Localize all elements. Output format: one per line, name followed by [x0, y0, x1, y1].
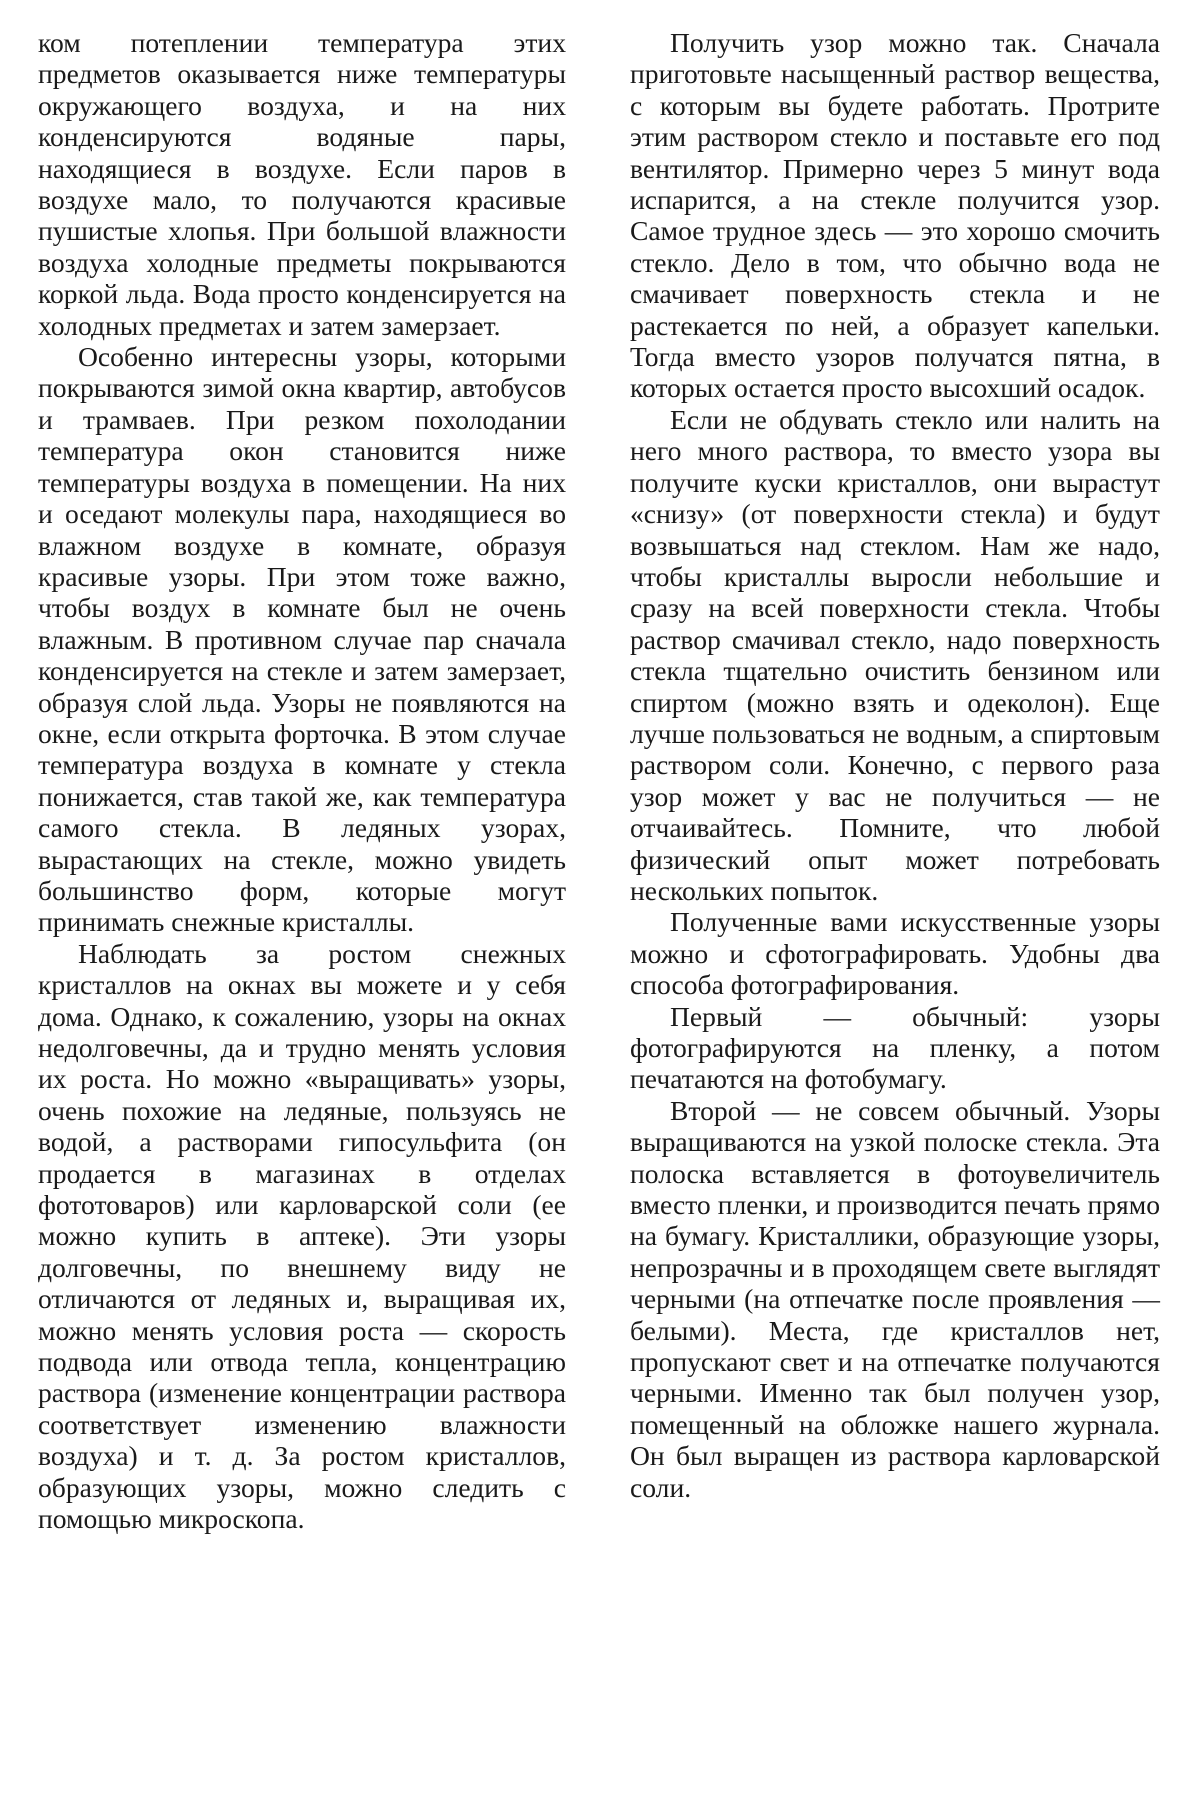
paragraph: Полученные вами искусственные узоры можно и сфотографировать. Удобны два способа фотографирования.	[630, 906, 1160, 1001]
left-text-column	[38, 27, 566, 1535]
paragraph: Особенно интересны узоры, которыми покрываются зимой окна квартир, автобусов и трамваев. При резком похолодании температура окон становится ниже температуры воздуха в помещении. На них и оседают молекулы пара, находящиеся во влажном воздухе в комнате, образуя красивые узоры. При этом тоже важно, чтобы воздух в комнате был не очень влажным. В противном случае пар сначала конденсируется на стекле и затем замерзает, образуя слой льда. Узоры не появляются на окне, если открыта форточка. В этом случае температура воздуха в комнате у стекла понижается, став такой же, как температура самого стекла. В ледяных узорах, вырастающих на стекле, можно увидеть большинство форм, которые могут принимать снежные кристаллы.	[38, 341, 566, 938]
paragraph: Второй — не совсем обычный. Узоры выращиваются на узкой полоске стекла. Эта полоска вставляется в фотоувеличитель вместо пленки, и производится печать прямо на бумагу. Кристаллики, образующие узоры, непрозрачны и в проходящем свете выглядят черными (на отпечатке после проявления — белыми). Места, где кристаллов нет, пропускают свет и на отпечатке получаются черными. Именно так был получен узор, помещенный на обложке нашего журнала. Он был выращен из раствора карловарской соли.	[630, 1094, 1160, 1503]
paragraph: Получить узор можно так. Сначала приготовьте насыщенный раствор вещества, с которым вы будете работать. Протрите этим раствором стекло и поставьте его под вентилятор. Примерно через 5 минут вода испарится, а на стекле получится узор. Самое трудное здесь — это хорошо смочить стекло. Дело в том, что обычно вода не смачивает поверхность стекла и не растекается по ней, а образует капельки. Тогда вместо узоров получатся пятна, в которых остается просто высохший осадок.	[630, 27, 1160, 404]
paragraph: Если не обдувать стекло или налить на него много раствора, то вместо узора вы получите куски кристаллов, они вырастут «снизу» (от поверхности стекла) и будут возвышаться над стеклом. Нам же надо, чтобы кристаллы выросли небольшие и сразу на всей поверхности стекла. Чтобы раствор смачивал стекло, надо поверхность стекла тщательно очистить бензином или спиртом (можно взять и одеколон). Еще лучше пользоваться не водным, а спиртовым раствором соли. Конечно, с первого раза узор может у вас не получиться — не отчаивайтесь. Помните, что любой физический опыт может потребовать нескольких попыток.	[630, 403, 1160, 906]
paragraph: Наблюдать за ростом снежных кристаллов на окнах вы можете и у себя дома. Однако, к сожалению, узоры на окнах недолговечны, да и трудно менять условия их роста. Но можно «выращивать» узоры, очень похожие на ледяные, пользуясь не водой, а растворами гипосульфита (он продается в магазинах в отделах фототоваров) или карловарской соли (ее можно купить в аптеке). Эти узоры долговечны, по внешнему виду не отличаются от ледяных и, выращивая их, можно менять условия роста — скорость подвода или отвода тепла, концентрацию раствора (изменение концентрации раствора соответствует изменению влажности воздуха) и т. д. За ростом кристаллов, образующих узоры, можно следить с помощью микроскопа.	[38, 937, 566, 1535]
paragraph: Первый — обычный: узоры фотографируются на пленку, а потом печатаются на фотобумагу.	[630, 1000, 1160, 1095]
right-text-column	[630, 27, 1160, 1503]
paragraph: ком потеплении температура этих предметов оказывается ниже температуры окружающего воздуха, и на них конденсируются водяные пары, находящиеся в воздухе. Если паров в воздухе мало, то получаются красивые пушистые хлопья. При большой влажности воздуха холодные предметы покрываются коркой льда. Вода просто конденсируется на холодных предметах и затем замерзает.	[38, 27, 566, 341]
